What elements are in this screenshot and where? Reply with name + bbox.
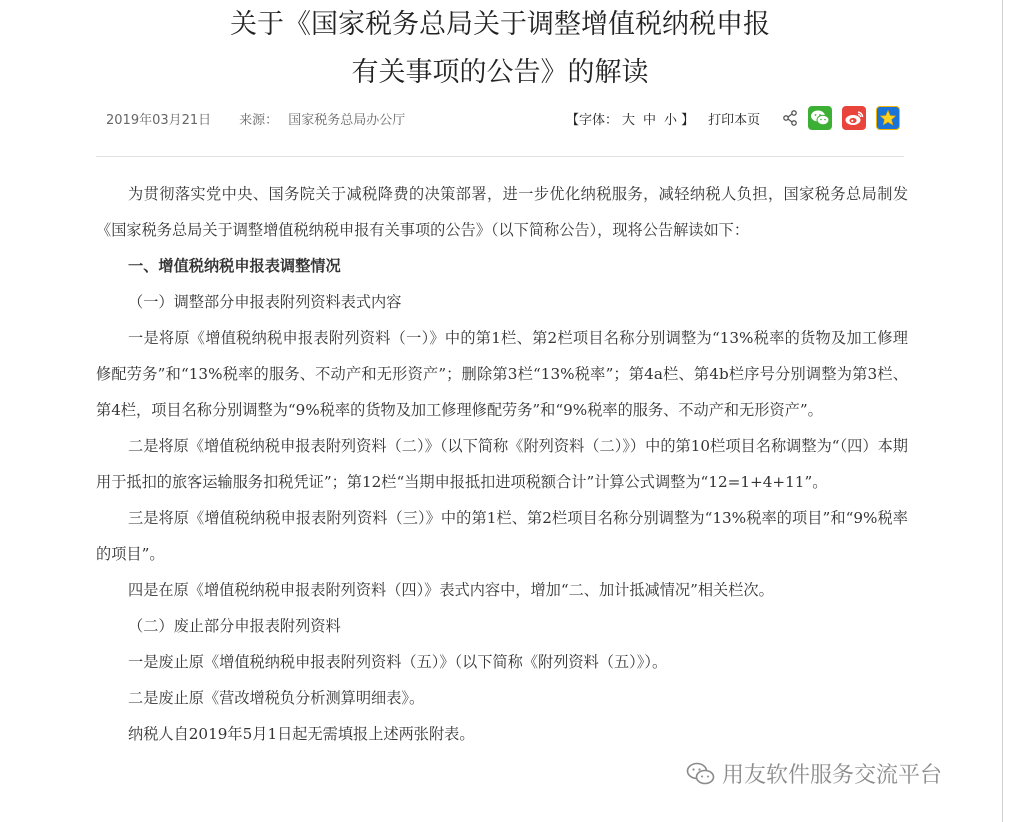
article-meta bbox=[106, 109, 433, 128]
qzone-icon[interactable] bbox=[876, 106, 900, 130]
source-label: 来源： bbox=[239, 113, 279, 128]
paragraph-abolish-2: 二是废止原《营改增税负分析测算明细表》。 bbox=[128, 689, 425, 707]
weibo-icon[interactable] bbox=[842, 106, 866, 130]
source-name: 国家税务总局办公厅 bbox=[288, 113, 406, 128]
watermark bbox=[686, 758, 942, 789]
paragraph-abolish-1: 一是废止原《增值税纳税申报表附列资料（五）》（以下简称《附列资料（五）》）。 bbox=[128, 653, 668, 671]
page-edge-rule bbox=[1002, 0, 1003, 822]
article-title-line2: 有关事项的公告》的解读 bbox=[351, 57, 649, 88]
publish-date: 2019年03月21日 bbox=[106, 113, 212, 128]
article-title-line1: 关于《国家税务总局关于调整增值税纳税申报 bbox=[230, 9, 770, 40]
article-tools bbox=[566, 104, 900, 132]
wechat-outline-icon bbox=[686, 761, 716, 787]
print-page-link[interactable]: 打印本页 bbox=[708, 112, 761, 128]
subsection-heading-1: （一）调整部分申报表附列资料表式内容 bbox=[128, 293, 402, 311]
paragraph-effective-date: 纳税人自2019年5月1日起无需填报上述两张附表。 bbox=[128, 725, 475, 743]
share-icon[interactable] bbox=[782, 110, 798, 126]
watermark-text: 用友软件服务交流平台 bbox=[722, 763, 943, 788]
header-divider bbox=[96, 156, 904, 157]
font-size-suffix: 】 bbox=[681, 112, 695, 128]
font-size-small-button[interactable]: 小 bbox=[664, 112, 678, 128]
paragraph-item-2: 二是将原《增值税纳税申报表附列资料（二）》（以下简称《附列资料（二）》）中的第10栏项目名称调整为“（四）本期用于抵扣的旅客运输服务扣税凭证”；第12栏“当期申报抵扣进项税额合计”计算公式调整为“12=1+4+11”。 bbox=[96, 437, 908, 491]
paragraph-item-4: 四是在原《增值税纳税申报表附列资料（四）》表式内容中，增加“二、加计抵减情况”相关栏次。 bbox=[128, 581, 774, 599]
font-size-medium-button[interactable]: 中 bbox=[643, 112, 657, 128]
paragraph-item-3: 三是将原《增值税纳税申报表附列资料（三）》中的第1栏、第2栏项目名称分别调整为“13%税率的项目”和“9%税率的项目”。 bbox=[96, 509, 908, 563]
font-size-large-button[interactable]: 大 bbox=[622, 112, 636, 128]
wechat-icon[interactable] bbox=[808, 106, 832, 130]
font-size-prefix: 【字体： bbox=[566, 112, 619, 128]
paragraph-intro: 为贯彻落实党中央、国务院关于减税降费的决策部署，进一步优化纳税服务，减轻纳税人负担，国家税务总局制发《国家税务总局关于调整增值税纳税申报有关事项的公告》（以下简称公告），现将公告解读如下： bbox=[96, 185, 908, 239]
paragraph-item-1: 一是将原《增值税纳税申报表附列资料（一）》中的第1栏、第2栏项目名称分别调整为“13%税率的货物及加工修理修配劳务”和“13%税率的服务、不动产和无形资产”；删除第3栏“13%税率”；第4a栏、第4b栏序号分别调整为第3栏、第4栏，项目名称分别调整为“9%税率的货物及加工修理修配劳务”和“9%税率的服务、不动产和无形资产”。 bbox=[96, 329, 908, 419]
section-heading-1: 一、增值税纳税申报表调整情况 bbox=[128, 257, 341, 275]
article-body bbox=[96, 176, 908, 752]
subsection-heading-2: （二）废止部分申报表附列资料 bbox=[128, 617, 341, 635]
font-size-control bbox=[566, 109, 694, 128]
